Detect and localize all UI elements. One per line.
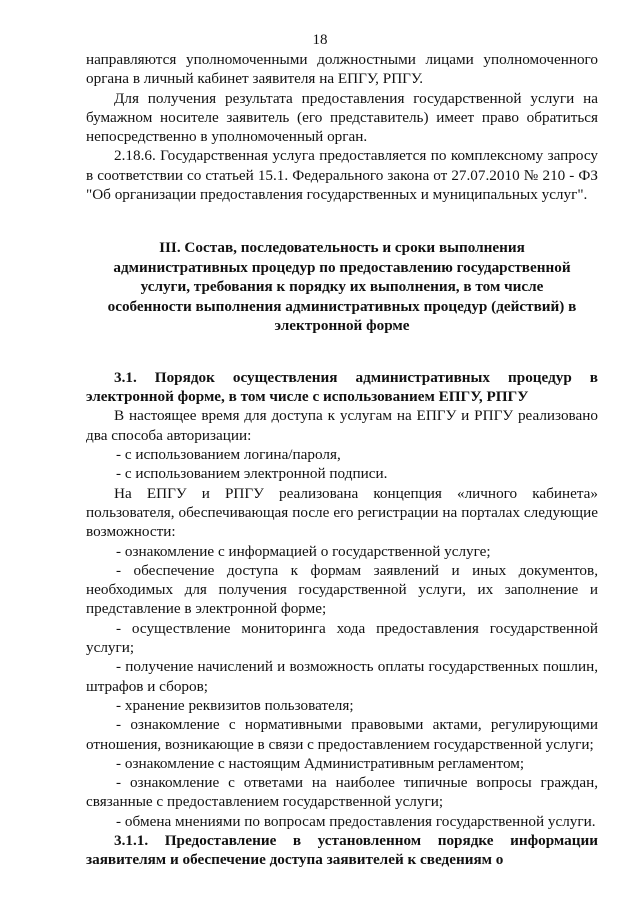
paragraph-paper-result: Для получения результата предоставления государственной услуги на бумажном носителе заявитель (его представитель) имеет право обратиться непосредственно в уполномоченный орган.	[86, 89, 598, 146]
list-item: - обеспечение доступа к формам заявлений и иных документов, необходимых для получения государственной услуги, их заполнение и представление в электронной форме;	[86, 561, 598, 618]
subsection-3-1-1: 3.1.1. Предоставление в установленном порядке информации заявителям и обеспечение доступа заявителей к сведениям о	[86, 832, 598, 869]
list-item: - с использованием логина/пароля,	[116, 446, 341, 464]
list-item: - хранение реквизитов пользователя;	[116, 696, 354, 714]
section-heading: III. Состав, последовательность и сроки выполнения административных процедур по предоставлению государственной услуги, требования к порядку их выполнения, в том числе особенности выполнения административных процедур (действий) в электронной форме	[107, 239, 577, 335]
paragraph-continuation: направляются уполномоченными должностными лицами уполномоченного органа в личный кабинет заявителя на ЕПГУ, РПГУ.	[86, 51, 598, 88]
paragraph-2-18-6: 2.18.6. Государственная услуга предоставляется по комплексному запросу в соответствии со статьей 15.1. Федерального закона от 27.07.2010 № 210 - ФЗ "Об организации предоставления государственных и муниципальных услуг".	[86, 147, 598, 204]
list-item: - обмена мнениями по вопросам предоставления государственной услуги.	[116, 812, 596, 830]
list-item: - получение начислений и возможность оплаты государственных пошлин, штрафов и сборов;	[86, 658, 598, 695]
list-item: - ознакомление с ответами на наиболее типичные вопросы граждан, связанные с предоставлением государственной услуги;	[86, 774, 598, 811]
list-item: - ознакомление с нормативными правовыми актами, регулирующими отношения, возникающие в связи с предоставлением государственной услуги;	[86, 716, 598, 753]
cabinet-intro: На ЕПГУ и РПГУ реализована концепция «личного кабинета» пользователя, обеспечивающая после его регистрации на порталах следующие возможности:	[86, 484, 598, 541]
list-item: - ознакомление с настоящим Административным регламентом;	[116, 754, 525, 772]
page-content	[86, 50, 598, 870]
auth-intro: В настоящее время для доступа к услугам на ЕПГУ и РПГУ реализовано два способа авторизации:	[86, 407, 598, 444]
list-item: - осуществление мониторинга хода предоставления государственной услуги;	[86, 619, 598, 657]
page-number: 18	[312, 32, 328, 48]
list-item: - с использованием электронной подписи.	[116, 465, 388, 483]
list-item: - ознакомление с информацией о государственной услуге;	[116, 542, 491, 560]
subsection-3-1-title: 3.1. Порядок осуществления административных процедур в электронной форме, в том числе с использованием ЕПГУ, РПГУ	[86, 368, 598, 406]
